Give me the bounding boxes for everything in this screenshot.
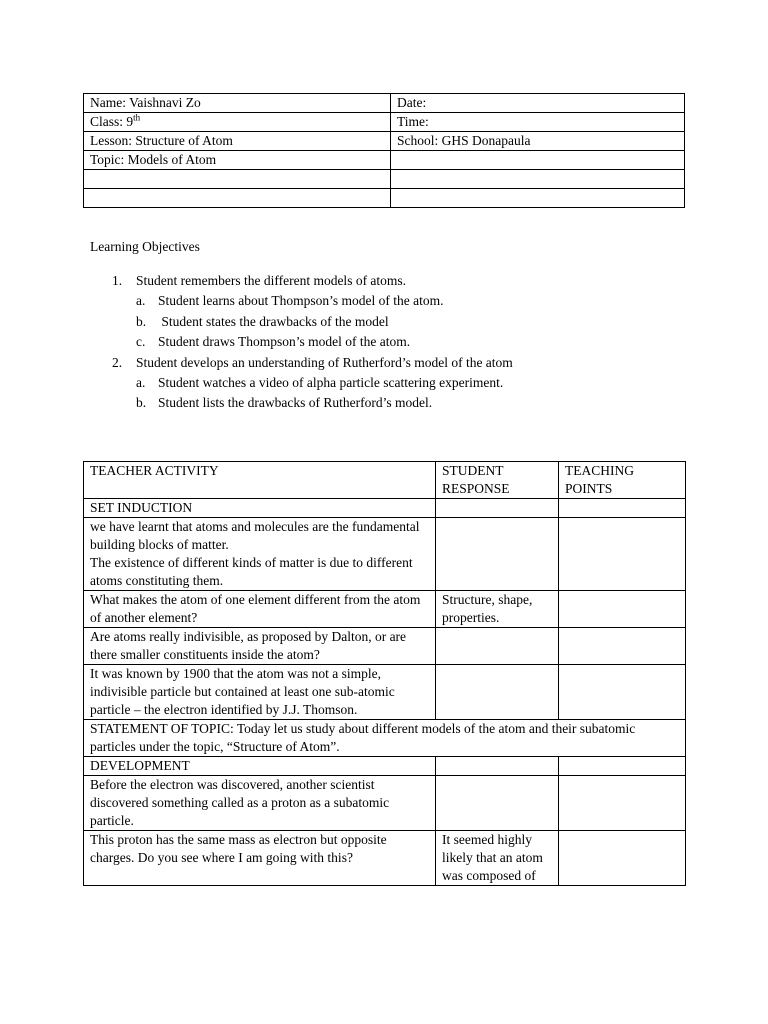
empty-cell <box>84 170 391 189</box>
development-label: DEVELOPMENT <box>84 757 436 776</box>
table-row <box>84 170 685 189</box>
teacher-activity-cell: What makes the atom of one element different from the atom of another element? <box>84 591 436 628</box>
table-row <box>84 518 686 591</box>
date-cell: Date: <box>391 94 685 113</box>
empty-cell <box>391 189 685 208</box>
teaching-points-cell <box>559 518 686 591</box>
sub-objective-item <box>90 313 690 334</box>
teacher-activity-cell: This proton has the same mass as electron but opposite charges. Do you see where I am going with this? <box>84 831 436 886</box>
sub-objective-item <box>90 333 690 354</box>
table-row <box>84 591 686 628</box>
objective-text: Student remembers the different models of atoms. <box>136 273 407 288</box>
objective-item <box>90 354 690 374</box>
class-text: Class: 9 <box>90 114 134 129</box>
sub-objective-letter: b. <box>136 313 147 329</box>
sub-objective-text: Student watches a video of alpha particle scattering experiment. <box>158 374 504 390</box>
student-response-cell: It seemed highly likely that an atom was composed of <box>436 831 559 886</box>
table-row <box>84 113 685 132</box>
sub-objective-letter: b. <box>136 395 147 410</box>
sub-objective-text: Student draws Thompson’s model of the atom. <box>158 334 411 349</box>
table-row <box>84 499 686 518</box>
sub-objective-text: Student learns about Thompson’s model of the atom. <box>158 293 444 308</box>
table-row <box>84 189 685 208</box>
sub-objective-item <box>90 292 690 313</box>
sub-objective-letter: a. <box>136 374 146 390</box>
table-row <box>84 132 685 151</box>
student-response-cell <box>436 518 559 591</box>
teaching-points-cell <box>559 665 686 720</box>
time-cell: Time: <box>391 113 685 132</box>
sub-objective-text: Student states the drawbacks of the model <box>158 313 389 329</box>
teaching-points-cell <box>559 831 686 886</box>
teacher-activity-cell: It was known by 1900 that the atom was not a simple, indivisible particle but contained at least one sub-atomic particle – the electron identified by J.J. Thomson. <box>84 665 436 720</box>
teacher-activity-cell: Are atoms really indivisible, as proposed by Dalton, or are there smaller constituents inside the atom? <box>84 628 436 665</box>
column-header-teacher-activity: TEACHER ACTIVITY <box>84 462 436 499</box>
table-row <box>84 720 686 757</box>
table-row <box>84 831 686 886</box>
name-cell: Name: Vaishnavi Zo <box>84 94 391 113</box>
empty-cell <box>559 757 686 776</box>
objective-item <box>90 272 690 292</box>
class-cell <box>84 113 391 132</box>
class-superscript: th <box>133 112 141 123</box>
empty-cell <box>391 170 685 189</box>
sub-objective-letter: c. <box>136 334 146 349</box>
table-row <box>84 628 686 665</box>
student-response-cell <box>436 665 559 720</box>
lesson-info-table <box>83 93 685 208</box>
empty-cell <box>391 151 685 170</box>
sub-objective-item <box>90 394 690 415</box>
teaching-points-cell <box>559 628 686 665</box>
empty-cell <box>436 757 559 776</box>
column-header-teaching-points: TEACHING POINTS <box>559 462 686 499</box>
sub-objective-letter: a. <box>136 293 146 308</box>
lesson-cell: Lesson: Structure of Atom <box>84 132 391 151</box>
objective-number: 2. <box>112 354 123 370</box>
table-header-row <box>84 462 686 499</box>
objectives-list <box>90 272 690 415</box>
column-header-student-response: STUDENT RESPONSE <box>436 462 559 499</box>
objective-text: Student develops an understanding of Rutherford’s model of the atom <box>136 354 513 370</box>
topic-cell: Topic: Models of Atom <box>84 151 391 170</box>
table-row <box>84 94 685 113</box>
activity-table <box>83 461 686 886</box>
table-row <box>84 665 686 720</box>
student-response-cell <box>436 628 559 665</box>
teaching-points-cell <box>559 591 686 628</box>
statement-of-topic: STATEMENT OF TOPIC: Today let us study about different models of the atom and their subatomic particles under the topic, “Structure of Atom”. <box>84 720 686 757</box>
student-response-cell: Structure, shape, properties. <box>436 591 559 628</box>
table-row <box>84 757 686 776</box>
sub-objective-text: Student lists the drawbacks of Rutherford’s model. <box>158 395 433 410</box>
teacher-activity-cell: we have learnt that atoms and molecules are the fundamental building blocks of matter. The existence of different kinds of matter is due to different atoms constituting them. <box>84 518 436 591</box>
teacher-activity-cell: Before the electron was discovered, another scientist discovered something called as a proton as a subatomic particle. <box>84 776 436 831</box>
empty-cell <box>436 499 559 518</box>
set-induction-label: SET INDUCTION <box>84 499 436 518</box>
table-row <box>84 776 686 831</box>
school-cell: School: GHS Donapaula <box>391 132 685 151</box>
teaching-points-cell <box>559 776 686 831</box>
empty-cell <box>84 189 391 208</box>
empty-cell <box>559 499 686 518</box>
sub-objective-item <box>90 374 690 395</box>
student-response-cell <box>436 776 559 831</box>
table-row <box>84 151 685 170</box>
learning-objectives-heading: Learning Objectives <box>90 239 200 254</box>
objective-number: 1. <box>112 273 123 288</box>
